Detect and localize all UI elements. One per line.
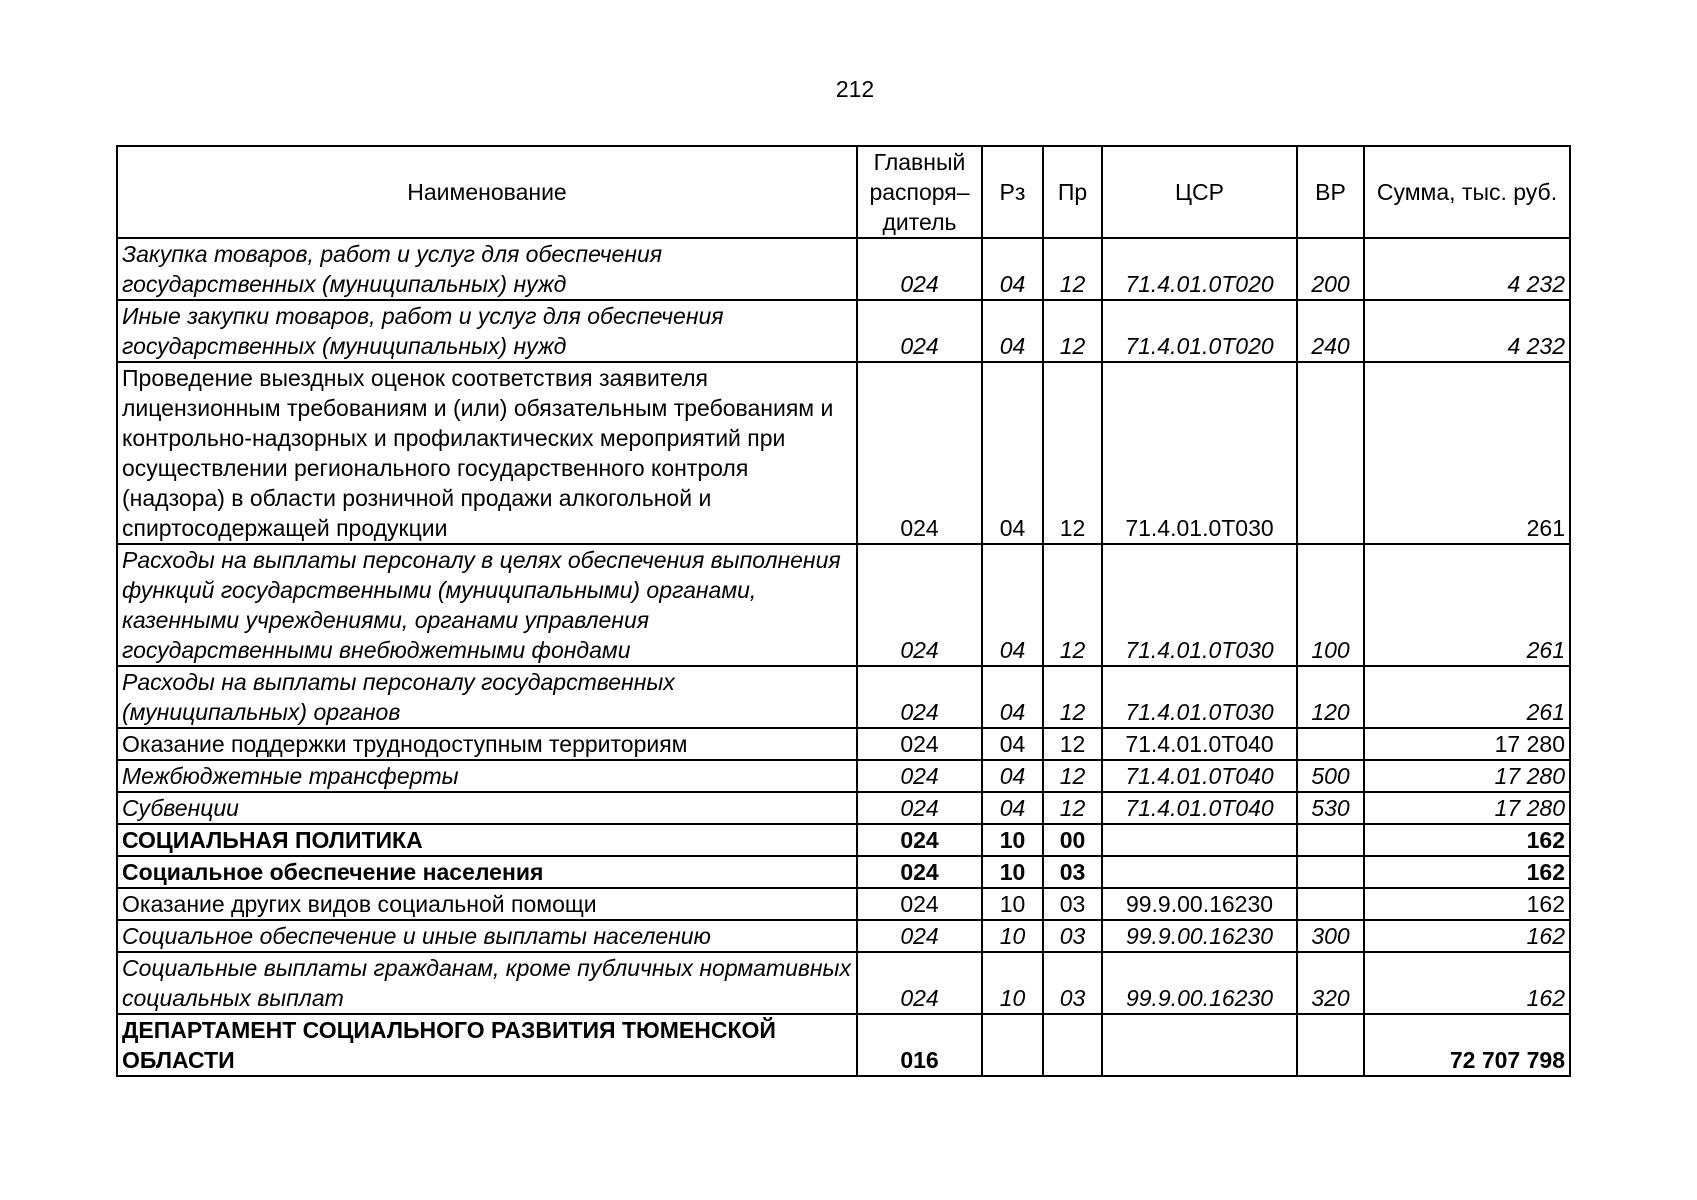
table-row [117,300,1570,362]
row-name: Субвенции [117,792,857,824]
table-row [117,238,1570,300]
row-name: Оказание поддержки труднодоступным территориям [117,728,857,760]
row-glav: 016 [857,1014,982,1076]
row-rz: 04 [982,666,1043,728]
header-name: Наименование [117,146,857,238]
row-rz: 04 [982,760,1043,792]
row-vr [1297,856,1364,888]
table-row [117,952,1570,1014]
table-row [117,1014,1570,1076]
table-row [117,792,1570,824]
row-name: Расходы на выплаты персоналу государственных (муниципальных) органов [117,666,857,728]
row-vr [1297,824,1364,856]
row-sum: 261 [1364,544,1570,666]
row-glav: 024 [857,952,982,1014]
row-sum: 17 280 [1364,760,1570,792]
row-csr: 71.4.01.0Т040 [1102,760,1297,792]
row-csr: 71.4.01.0Т020 [1102,238,1297,300]
table-row [117,920,1570,952]
row-vr [1297,1014,1364,1076]
header-sum: Сумма, тыс. руб. [1364,146,1570,238]
row-vr: 240 [1297,300,1364,362]
page-number: 212 [835,76,875,102]
row-sum: 261 [1364,666,1570,728]
row-csr: 99.9.00.16230 [1102,920,1297,952]
row-rz: 10 [982,856,1043,888]
row-sum: 17 280 [1364,792,1570,824]
row-vr: 500 [1297,760,1364,792]
row-name: Социальное обеспечение и иные выплаты населению [117,920,857,952]
row-pr: 12 [1043,362,1102,544]
row-sum: 162 [1364,952,1570,1014]
row-sum: 162 [1364,888,1570,920]
row-sum: 4 232 [1364,300,1570,362]
row-rz: 04 [982,362,1043,544]
table-row [117,824,1570,856]
row-csr: 71.4.01.0Т020 [1102,300,1297,362]
row-csr: 71.4.01.0Т040 [1102,728,1297,760]
row-vr: 100 [1297,544,1364,666]
row-glav: 024 [857,666,982,728]
row-vr [1297,728,1364,760]
row-pr [1043,1014,1102,1076]
row-csr: 71.4.01.0Т030 [1102,544,1297,666]
row-rz: 04 [982,792,1043,824]
row-pr: 12 [1043,544,1102,666]
header-rz: Рз [982,146,1043,238]
row-name: СОЦИАЛЬНАЯ ПОЛИТИКА [117,824,857,856]
row-pr: 12 [1043,238,1102,300]
row-glav: 024 [857,760,982,792]
row-csr [1102,856,1297,888]
row-sum: 162 [1364,856,1570,888]
table-row [117,362,1570,544]
row-rz [982,1014,1043,1076]
row-vr: 120 [1297,666,1364,728]
row-name: Расходы на выплаты персоналу в целях обеспечения выполнения функций государственными (муниципальными) органами, казенными учреждениями, органами управления государственными внебюджетными фондами [117,544,857,666]
row-name: Проведение выездных оценок соответствия заявителя лицензионным требованиям и (или) обязательным требованиям и контрольно-надзорных и профилактических мероприятий при осуществлении регионального государственного контроля (надзора) в области розничной продажи алкогольной и спиртосодержащей продукции [117,362,857,544]
table-row [117,760,1570,792]
row-rz: 04 [982,728,1043,760]
row-glav: 024 [857,362,982,544]
header-glav: Главный распоря– дитель [857,146,982,238]
row-sum: 261 [1364,362,1570,544]
row-csr: 71.4.01.0Т040 [1102,792,1297,824]
row-rz: 10 [982,888,1043,920]
row-name: ДЕПАРТАМЕНТ СОЦИАЛЬНОГО РАЗВИТИЯ ТЮМЕНСКОЙ ОБЛАСТИ [117,1014,857,1076]
table-row [117,728,1570,760]
row-sum: 17 280 [1364,728,1570,760]
table-header-row [117,146,1570,238]
table-row [117,856,1570,888]
table-row [117,666,1570,728]
row-vr [1297,362,1364,544]
row-rz: 04 [982,238,1043,300]
row-glav: 024 [857,238,982,300]
row-pr: 12 [1043,760,1102,792]
row-pr: 03 [1043,952,1102,1014]
row-glav: 024 [857,920,982,952]
row-glav: 024 [857,856,982,888]
row-name: Межбюджетные трансферты [117,760,857,792]
row-pr: 03 [1043,888,1102,920]
row-pr: 12 [1043,666,1102,728]
header-pr: Пр [1043,146,1102,238]
row-glav: 024 [857,888,982,920]
row-vr [1297,888,1364,920]
budget-table [116,145,1571,1077]
row-csr: 71.4.01.0Т030 [1102,666,1297,728]
row-glav: 024 [857,544,982,666]
row-pr: 12 [1043,300,1102,362]
row-csr: 71.4.01.0Т030 [1102,362,1297,544]
row-csr [1102,824,1297,856]
header-vr: ВР [1297,146,1364,238]
row-vr: 300 [1297,920,1364,952]
row-rz: 10 [982,920,1043,952]
row-csr: 99.9.00.16230 [1102,888,1297,920]
row-vr: 200 [1297,238,1364,300]
row-rz: 10 [982,824,1043,856]
row-vr: 320 [1297,952,1364,1014]
row-name: Закупка товаров, работ и услуг для обеспечения государственных (муниципальных) нужд [117,238,857,300]
row-pr: 12 [1043,728,1102,760]
table-row [117,888,1570,920]
row-name: Социальное обеспечение населения [117,856,857,888]
row-csr [1102,1014,1297,1076]
row-pr: 03 [1043,920,1102,952]
row-glav: 024 [857,728,982,760]
row-pr: 03 [1043,856,1102,888]
row-sum: 162 [1364,824,1570,856]
row-name: Социальные выплаты гражданам, кроме публичных нормативных социальных выплат [117,952,857,1014]
row-rz: 04 [982,300,1043,362]
table-row [117,544,1570,666]
row-glav: 024 [857,300,982,362]
row-pr: 00 [1043,824,1102,856]
row-rz: 10 [982,952,1043,1014]
row-name: Иные закупки товаров, работ и услуг для обеспечения государственных (муниципальных) нужд [117,300,857,362]
header-csr: ЦСР [1102,146,1297,238]
row-csr: 99.9.00.16230 [1102,952,1297,1014]
row-rz: 04 [982,544,1043,666]
row-sum: 72 707 798 [1364,1014,1570,1076]
row-name: Оказание других видов социальной помощи [117,888,857,920]
row-pr: 12 [1043,792,1102,824]
row-glav: 024 [857,792,982,824]
row-vr: 530 [1297,792,1364,824]
row-sum: 162 [1364,920,1570,952]
row-sum: 4 232 [1364,238,1570,300]
row-glav: 024 [857,824,982,856]
